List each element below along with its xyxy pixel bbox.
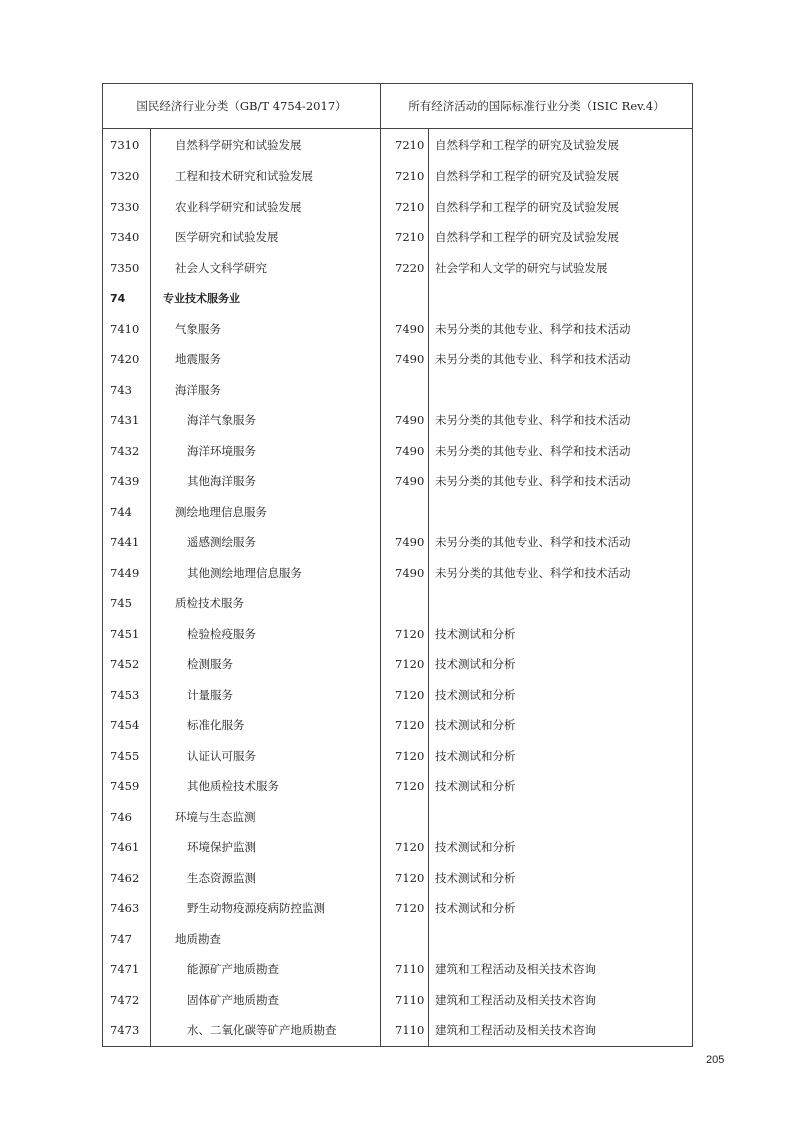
gb-name: 自然科学研究和试验发展	[175, 138, 302, 152]
table-row	[103, 680, 693, 711]
gb-code: 7432	[103, 436, 151, 467]
isic-code: 7110	[381, 985, 429, 1016]
isic-code: 7490	[381, 436, 429, 467]
table-row	[103, 558, 693, 589]
table-row	[103, 527, 693, 558]
isic-code: 7490	[381, 466, 429, 497]
table-row	[103, 649, 693, 680]
isic-name: 未另分类的其他专业、科学和技术活动	[429, 344, 693, 375]
header-gb: 国民经济行业分类（GB/T 4754-2017）	[103, 84, 381, 129]
gb-code: 7459	[103, 771, 151, 802]
gb-code: 7452	[103, 649, 151, 680]
table-row	[103, 192, 693, 223]
isic-code: 7490	[381, 558, 429, 589]
gb-name: 工程和技术研究和试验发展	[175, 169, 313, 184]
isic-code: 7490	[381, 314, 429, 345]
isic-name	[429, 497, 693, 528]
isic-name: 自然科学和工程学的研究及试验发展	[429, 161, 693, 192]
isic-name	[429, 588, 693, 619]
gb-name: 专业技术服务业	[163, 292, 240, 306]
table-row	[103, 436, 693, 467]
gb-code: 743	[103, 375, 151, 406]
gb-name: 检验检疫服务	[187, 626, 256, 641]
table-row	[103, 741, 693, 772]
gb-code: 7340	[103, 222, 151, 253]
table-header-row	[103, 84, 693, 129]
gb-name: 质检技术服务	[175, 596, 244, 611]
gb-code: 744	[103, 497, 151, 528]
isic-name: 技术测试和分析	[429, 710, 693, 741]
isic-code: 7210	[381, 129, 429, 162]
table-row	[103, 588, 693, 619]
isic-name: 自然科学和工程学的研究及试验发展	[429, 129, 693, 162]
gb-code: 7441	[103, 527, 151, 558]
isic-code: 7210	[381, 161, 429, 192]
gb-code: 7449	[103, 558, 151, 589]
gb-name: 地质勘查	[175, 931, 221, 946]
isic-code: 7120	[381, 832, 429, 863]
isic-name: 未另分类的其他专业、科学和技术活动	[429, 527, 693, 558]
header-isic: 所有经济活动的国际标准行业分类（ISIC Rev.4）	[381, 84, 693, 129]
isic-code: 7490	[381, 405, 429, 436]
gb-name: 固体矿产地质勘查	[187, 992, 279, 1007]
isic-name: 技术测试和分析	[429, 893, 693, 924]
table-row	[103, 161, 693, 192]
gb-code: 7320	[103, 161, 151, 192]
table-row	[103, 832, 693, 863]
gb-code: 7471	[103, 954, 151, 985]
isic-name: 技术测试和分析	[429, 771, 693, 802]
isic-name	[429, 283, 693, 314]
gb-name: 测绘地理信息服务	[175, 504, 267, 519]
isic-code: 7490	[381, 527, 429, 558]
gb-code: 7431	[103, 405, 151, 436]
gb-code: 7461	[103, 832, 151, 863]
gb-name: 环境保护监测	[187, 840, 256, 855]
gb-code: 7454	[103, 710, 151, 741]
gb-name: 农业科学研究和试验发展	[175, 199, 302, 214]
table-row	[103, 129, 693, 162]
gb-code: 7463	[103, 893, 151, 924]
gb-code: 747	[103, 924, 151, 955]
table-row	[103, 283, 693, 314]
gb-name: 野生动物疫源疫病防控监测	[187, 901, 325, 916]
table-row	[103, 253, 693, 284]
table-row	[103, 314, 693, 345]
isic-name: 技术测试和分析	[429, 649, 693, 680]
isic-code: 7120	[381, 680, 429, 711]
gb-name: 标准化服务	[187, 718, 245, 733]
gb-name: 认证认可服务	[187, 748, 256, 763]
isic-name	[429, 924, 693, 955]
gb-code: 7453	[103, 680, 151, 711]
isic-code: 7120	[381, 710, 429, 741]
isic-name: 未另分类的其他专业、科学和技术活动	[429, 405, 693, 436]
gb-name: 计量服务	[187, 687, 233, 702]
isic-name: 建筑和工程活动及相关技术咨询	[429, 1015, 693, 1046]
table-row	[103, 1015, 693, 1046]
gb-code: 7462	[103, 863, 151, 894]
isic-code: 7120	[381, 893, 429, 924]
gb-code: 7420	[103, 344, 151, 375]
gb-name: 海洋气象服务	[187, 413, 256, 428]
gb-code: 7310	[103, 129, 151, 162]
isic-code: 7490	[381, 344, 429, 375]
gb-code: 7455	[103, 741, 151, 772]
gb-name: 能源矿产地质勘查	[187, 962, 279, 977]
gb-name: 水、二氧化碳等矿产地质勘查	[151, 1015, 381, 1046]
gb-name: 海洋环境服务	[187, 443, 256, 458]
table-row	[103, 802, 693, 833]
gb-code: 7451	[103, 619, 151, 650]
isic-name	[429, 802, 693, 833]
isic-name: 技术测试和分析	[429, 619, 693, 650]
table-row	[103, 466, 693, 497]
isic-name: 未另分类的其他专业、科学和技术活动	[429, 436, 693, 467]
gb-name: 其他测绘地理信息服务	[187, 565, 302, 580]
table-row	[103, 405, 693, 436]
isic-code: 7210	[381, 222, 429, 253]
isic-code: 7210	[381, 192, 429, 223]
table-row	[103, 863, 693, 894]
isic-code	[381, 283, 429, 314]
isic-code: 7220	[381, 253, 429, 284]
isic-name: 建筑和工程活动及相关技术咨询	[429, 985, 693, 1016]
isic-code	[381, 802, 429, 833]
gb-code: 7330	[103, 192, 151, 223]
table-row	[103, 924, 693, 955]
isic-code: 7110	[381, 1015, 429, 1046]
isic-name	[429, 375, 693, 406]
gb-name: 其他质检技术服务	[187, 779, 279, 794]
gb-code: 7473	[103, 1015, 151, 1046]
isic-name: 未另分类的其他专业、科学和技术活动	[429, 314, 693, 345]
isic-code: 7110	[381, 954, 429, 985]
table-row	[103, 893, 693, 924]
table-row	[103, 497, 693, 528]
isic-name: 未另分类的其他专业、科学和技术活动	[429, 466, 693, 497]
isic-code: 7120	[381, 863, 429, 894]
isic-name: 社会学和人文学的研究与试验发展	[429, 253, 693, 284]
gb-code: 7472	[103, 985, 151, 1016]
gb-name: 环境与生态监测	[175, 809, 256, 824]
gb-name: 生态资源监测	[187, 870, 256, 885]
table-row	[103, 710, 693, 741]
gb-name: 遥感测绘服务	[187, 535, 256, 550]
table-row	[103, 375, 693, 406]
gb-code: 745	[103, 588, 151, 619]
gb-code: 7350	[103, 253, 151, 284]
gb-name: 社会人文科学研究	[175, 260, 267, 275]
page-number: 205	[706, 1054, 725, 1066]
gb-code: 74	[103, 283, 151, 314]
isic-code: 7120	[381, 741, 429, 772]
gb-name: 气象服务	[175, 321, 221, 336]
isic-name: 建筑和工程活动及相关技术咨询	[429, 954, 693, 985]
isic-code: 7120	[381, 771, 429, 802]
classification-table	[102, 83, 693, 1047]
isic-code: 7120	[381, 649, 429, 680]
isic-code	[381, 588, 429, 619]
table-row	[103, 344, 693, 375]
table-row	[103, 985, 693, 1016]
gb-code: 7410	[103, 314, 151, 345]
table-row	[103, 954, 693, 985]
isic-name: 技术测试和分析	[429, 863, 693, 894]
table-row	[103, 619, 693, 650]
table-row	[103, 222, 693, 253]
gb-code: 7439	[103, 466, 151, 497]
gb-name: 海洋服务	[175, 382, 221, 397]
gb-name: 医学研究和试验发展	[175, 230, 279, 245]
isic-name: 未另分类的其他专业、科学和技术活动	[429, 558, 693, 589]
isic-name: 技术测试和分析	[429, 680, 693, 711]
gb-name: 地震服务	[175, 352, 221, 367]
isic-name: 自然科学和工程学的研究及试验发展	[429, 222, 693, 253]
gb-name: 检测服务	[187, 657, 233, 672]
table-row	[103, 771, 693, 802]
isic-code	[381, 924, 429, 955]
gb-code: 746	[103, 802, 151, 833]
isic-code	[381, 375, 429, 406]
isic-code	[381, 497, 429, 528]
gb-name: 其他海洋服务	[187, 474, 256, 489]
isic-name: 自然科学和工程学的研究及试验发展	[429, 192, 693, 223]
isic-name: 技术测试和分析	[429, 832, 693, 863]
isic-code: 7120	[381, 619, 429, 650]
isic-name: 技术测试和分析	[429, 741, 693, 772]
